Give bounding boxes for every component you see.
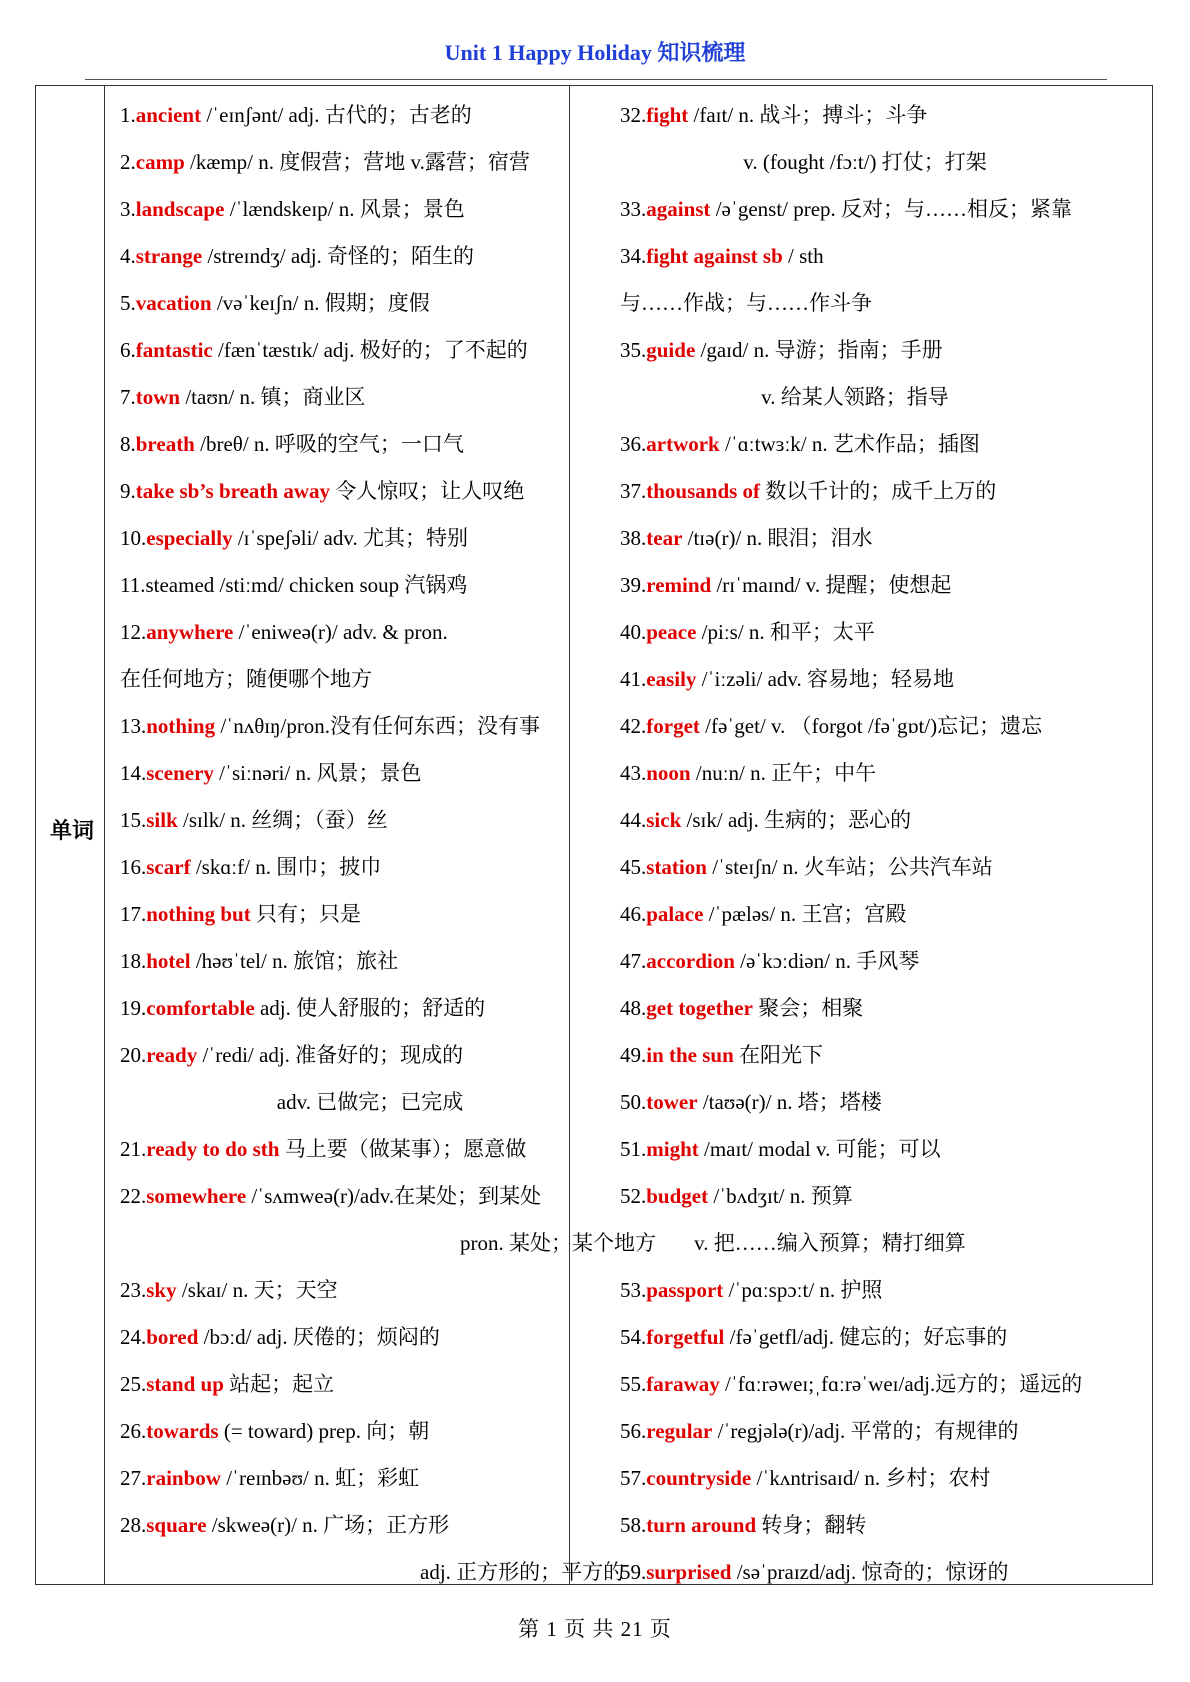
entry-number: 7. [120, 385, 136, 409]
entry-word: artwork [646, 432, 720, 456]
entry-definition: 站起；起立 [223, 1372, 335, 1396]
vocab-entry [620, 1314, 1150, 1361]
entry-number: 14. [120, 761, 147, 785]
entry-word: nothing [146, 714, 216, 738]
vocab-entry [620, 1267, 1150, 1314]
entry-word: town [135, 385, 181, 409]
entry-definition: v. (fought /fɔːt/) 打仗；打架 [743, 150, 987, 174]
entry-word: faraway [646, 1372, 720, 1396]
entry-word: silk [146, 808, 178, 832]
vocab-entry [620, 92, 1150, 139]
vocab-entry [120, 186, 620, 233]
entry-word: forget [646, 714, 700, 738]
entry-definition: 只有；只是 [250, 902, 361, 926]
entry-word: tower [646, 1090, 698, 1114]
entry-number: 49. [620, 1043, 647, 1067]
entry-definition: /piːs/ n. 和平；太平 [696, 620, 875, 644]
vocab-entry [120, 92, 620, 139]
entry-number: 50. [620, 1090, 647, 1114]
entry-definition: adj. 正方形的；平方的 [420, 1560, 625, 1584]
vocab-entry [620, 985, 1150, 1032]
entry-word: sick [646, 808, 682, 832]
entry-word: countryside [646, 1466, 752, 1490]
entry-word: stand up [146, 1372, 224, 1396]
entry-definition: /faɪt/ n. 战斗；搏斗；斗争 [688, 103, 928, 127]
entry-definition: /ˈkʌntrisaɪd/ n. 乡村；农村 [751, 1466, 991, 1490]
entry-number: 47. [620, 949, 647, 973]
entry-word: strange [135, 244, 203, 268]
entry-number: 24. [120, 1325, 147, 1349]
entry-number: 34. [620, 244, 647, 268]
entry-word: accordion [646, 949, 735, 973]
entry-definition: 在阳光下 [733, 1043, 824, 1067]
entry-definition: 在任何地方；随便哪个地方 [120, 667, 372, 691]
entry-definition: /nuːn/ n. 正午；中午 [690, 761, 877, 785]
entry-definition: /taʊə(r)/ n. 塔；塔楼 [697, 1090, 882, 1114]
entry-definition: 数以千计的；成千上万的 [760, 479, 997, 503]
entry-number: 25. [120, 1372, 147, 1396]
vocab-entry [120, 562, 620, 609]
entry-word: regular [646, 1419, 713, 1443]
entry-definition: 与……作战；与……作斗争 [620, 291, 872, 315]
entry-word: easily [646, 667, 697, 691]
entry-number: 2. [120, 150, 136, 174]
entry-word: turn around [646, 1513, 757, 1537]
entry-number: 37. [620, 479, 647, 503]
vocab-entry [620, 327, 1150, 374]
entry-number: 5. [120, 291, 136, 315]
entry-word: somewhere [146, 1184, 247, 1208]
entry-definition: /gaɪd/ n. 导游；指南；手册 [695, 338, 943, 362]
entry-number: 15. [120, 808, 147, 832]
vocab-entry [620, 186, 1150, 233]
entry-word: breath [135, 432, 195, 456]
vocab-entry [620, 1502, 1150, 1549]
vocab-entry [120, 233, 620, 280]
entry-definition: /rɪˈmaɪnd/ v. 提醒；使想起 [711, 573, 952, 597]
page-footer: 第 1 页 共 21 页 [518, 1617, 672, 1641]
entry-definition: /bɔːd/ adj. 厌倦的；烦闷的 [198, 1325, 440, 1349]
entry-word: get together [646, 996, 753, 1020]
vocab-entry [120, 1361, 620, 1408]
entry-definition: /ˈeniweə(r)/ adv. & pron. [233, 620, 448, 644]
vocab-entry [620, 374, 1150, 421]
section-label: 单词 [49, 818, 94, 843]
entry-word: forgetful [646, 1325, 725, 1349]
entry-definition: /ˈɑːtwɜːk/ n. 艺术作品；插图 [719, 432, 980, 456]
entry-definition: 令人惊叹；让人叹绝 [330, 479, 525, 503]
entry-word: bored [146, 1325, 199, 1349]
entry-number: 4. [120, 244, 136, 268]
entry-word: sky [146, 1278, 177, 1302]
entry-word: especially [146, 526, 233, 550]
entry-definition: /fænˈtæstɪk/ adj. 极好的；了不起的 [212, 338, 528, 362]
entry-number: 21. [120, 1137, 147, 1161]
entry-definition: 转身；翻转 [756, 1513, 867, 1537]
entry-number: 36. [620, 432, 647, 456]
vocab-entry [620, 750, 1150, 797]
entry-definition: /breθ/ n. 呼吸的空气；一口气 [194, 432, 464, 456]
entry-number: 23. [120, 1278, 147, 1302]
entry-definition: /sɪk/ adj. 生病的；恶心的 [681, 808, 912, 832]
vocab-entry [120, 1408, 620, 1455]
entry-definition: /ˈregjələ(r)/adj. 平常的；有规律的 [712, 1419, 1019, 1443]
entry-number: 27. [120, 1466, 147, 1490]
entry-number: 12. [120, 620, 147, 644]
entry-definition: /streɪndʒ/ adj. 奇怪的；陌生的 [202, 244, 475, 268]
entry-definition: /ˈsʌmweə(r)/adv.在某处；到某处 [246, 1184, 542, 1208]
entry-definition: /əˈkɔːdiən/ n. 手风琴 [734, 949, 920, 973]
vocab-entry [620, 891, 1150, 938]
entry-number: 57. [620, 1466, 647, 1490]
entry-word: camp [135, 150, 185, 174]
entry-word: take sb’s breath away [135, 479, 331, 503]
entry-definition: /sɪlk/ n. 丝绸；（蚕）丝 [177, 808, 388, 832]
entry-number: 51. [620, 1137, 647, 1161]
entry-word: fantastic [135, 338, 213, 362]
vocab-entry [120, 1032, 620, 1079]
entry-word: peace [646, 620, 697, 644]
entry-definition: /fəˈget/ v. （forgot /fəˈgɒt/)忘记；遗忘 [699, 714, 1043, 738]
entry-definition: /fəˈgetfl/adj. 健忘的；好忘事的 [724, 1325, 1008, 1349]
vocab-entry [120, 1455, 620, 1502]
entry-number: 8. [120, 432, 136, 456]
entry-word: surprised [646, 1560, 732, 1584]
entry-definition: /ˈredi/ adj. 准备好的；现成的 [197, 1043, 464, 1067]
entry-definition: /tɪə(r)/ n. 眼泪；泪水 [682, 526, 873, 550]
vocab-entry [120, 327, 620, 374]
vocab-entry [620, 139, 1150, 186]
entry-word: vacation [135, 291, 212, 315]
vocab-entry [120, 938, 620, 985]
entry-word: in the sun [646, 1043, 734, 1067]
vocab-entry [620, 797, 1150, 844]
entry-number: 3. [120, 197, 136, 221]
entry-definition: /ˈsiːnəri/ n. 风景；景色 [213, 761, 422, 785]
entry-number: 54. [620, 1325, 647, 1349]
entry-number: 35. [620, 338, 647, 362]
entry-definition: (= toward) prep. 向；朝 [218, 1419, 430, 1443]
entry-number: 10. [120, 526, 147, 550]
vocab-entry [620, 844, 1150, 891]
vocab-entry [120, 891, 620, 938]
vocab-entry [620, 1173, 1150, 1220]
entry-word: nothing but [146, 902, 251, 926]
vocab-entry [620, 703, 1150, 750]
entry-word: guide [646, 338, 696, 362]
entry-number: 28. [120, 1513, 147, 1537]
entry-word: budget [646, 1184, 709, 1208]
entry-definition: /əˈgenst/ prep. 反对；与……相反；紧靠 [710, 197, 1073, 221]
vocab-entry [120, 1079, 620, 1126]
vocab-entry [120, 1267, 620, 1314]
entry-number: 53. [620, 1278, 647, 1302]
entry-number: 46. [620, 902, 647, 926]
vocab-entry [620, 468, 1150, 515]
entry-number: 11. [120, 573, 146, 597]
entry-word: ready [146, 1043, 198, 1067]
entry-word: anywhere [146, 620, 234, 644]
entry-definition: /vəˈkeɪʃn/ n. 假期；度假 [211, 291, 430, 315]
entry-definition: /ˈreɪnbəʊ/ n. 虹；彩虹 [220, 1466, 420, 1490]
entry-word: fight [646, 103, 689, 127]
entry-definition: /səˈpraɪzd/adj. 惊奇的；惊讶的 [731, 1560, 1009, 1584]
vocab-entry [120, 139, 620, 186]
vocab-entry [620, 1032, 1150, 1079]
entry-number: 38. [620, 526, 647, 550]
right-column [620, 92, 1150, 1596]
entry-number: 42. [620, 714, 647, 738]
entry-number: 33. [620, 197, 647, 221]
vocab-entry [620, 1549, 1150, 1596]
entry-definition: /ˈeɪnʃənt/ adj. 古代的；古老的 [201, 103, 472, 127]
entry-definition: /skaɪ/ n. 天；天空 [176, 1278, 338, 1302]
vocab-entry [620, 1408, 1150, 1455]
vocab-entry [620, 562, 1150, 609]
vocab-entry [120, 1220, 656, 1267]
entry-word: remind [646, 573, 712, 597]
vocab-entry [120, 374, 620, 421]
vocab-entry [620, 1079, 1150, 1126]
entry-definition: adj. 使人舒服的；舒适的 [254, 996, 486, 1020]
vocab-entry [620, 421, 1150, 468]
entry-definition: /ˈfɑːrəweɪ;ˌfɑːrəˈweɪ/adj.远方的；遥远的 [719, 1372, 1083, 1396]
entry-number: 19. [120, 996, 147, 1020]
entry-number: 16. [120, 855, 147, 879]
vocab-entry [620, 609, 1150, 656]
entry-number: 9. [120, 479, 136, 503]
entry-definition: pron. 某处；某个地方 [460, 1231, 656, 1255]
vocab-entry [620, 1126, 1150, 1173]
vocab-entry [120, 797, 620, 844]
entry-word: ready to do sth [146, 1137, 280, 1161]
vocab-entry [620, 656, 1150, 703]
vocab-table [35, 85, 1153, 1585]
entry-definition: 聚会；相聚 [752, 996, 864, 1020]
entry-word: square [146, 1513, 207, 1537]
entry-number: 55. [620, 1372, 647, 1396]
vocab-entry [120, 656, 620, 703]
entry-definition: /ˈlændskeɪp/ n. 风景；景色 [224, 197, 465, 221]
entry-number: 59. [620, 1560, 647, 1584]
entry-number: 17. [120, 902, 147, 926]
entry-definition: v. 给某人领路；指导 [761, 385, 949, 409]
page-title: Unit 1 Happy Holiday 知识梳理 [444, 40, 746, 65]
entry-word: noon [646, 761, 691, 785]
entry-number: 26. [120, 1419, 147, 1443]
vocab-entry [120, 1314, 620, 1361]
entry-definition: /maɪt/ modal v. 可能；可以 [698, 1137, 941, 1161]
entry-word: rainbow [146, 1466, 221, 1490]
entry-definition: 马上要（做某事）；愿意做 [279, 1137, 527, 1161]
entry-word: scenery [146, 761, 214, 785]
entry-word: scarf [146, 855, 191, 879]
entry-definition: /ˈpæləs/ n. 王宫；宫殿 [703, 902, 907, 926]
entry-definition: /ˈnʌθɪŋ/pron.没有任何东西；没有事 [215, 714, 541, 738]
vocab-entry [620, 280, 1150, 327]
vocab-entry [120, 421, 620, 468]
vocab-entry [120, 468, 620, 515]
vocab-entry [120, 703, 620, 750]
entry-word: fight against sb [646, 244, 783, 268]
entry-word: might [646, 1137, 699, 1161]
vocab-entry [120, 1173, 620, 1220]
entry-definition: / sth [782, 244, 824, 268]
vocab-entry [120, 1502, 620, 1549]
title-rule [85, 79, 1107, 80]
entry-definition: /ˈpɑːspɔːt/ n. 护照 [723, 1278, 883, 1302]
entry-number: 41. [620, 667, 647, 691]
entry-word: station [646, 855, 707, 879]
entry-number: 48. [620, 996, 647, 1020]
entry-definition: /ˈbʌdʒɪt/ n. 预算 [708, 1184, 853, 1208]
vocab-entry [120, 985, 620, 1032]
entry-word: palace [646, 902, 704, 926]
entry-word: comfortable [146, 996, 255, 1020]
entry-number: 6. [120, 338, 136, 362]
entry-definition: /skɑːf/ n. 围巾；披巾 [190, 855, 382, 879]
vocab-entry [120, 1126, 620, 1173]
vocab-entry [120, 844, 620, 891]
entry-number: 58. [620, 1513, 647, 1537]
entry-word: ancient [135, 103, 202, 127]
entry-number: 18. [120, 949, 147, 973]
entry-number: 1. [120, 103, 136, 127]
entry-number: 39. [620, 573, 647, 597]
entry-number: 40. [620, 620, 647, 644]
vocab-entry [120, 280, 620, 327]
entry-word: thousands of [646, 479, 761, 503]
entry-word: passport [646, 1278, 724, 1302]
vocab-entry [620, 1220, 1150, 1267]
entry-definition: /ˈiːzəli/ adv. 容易地；轻易地 [696, 667, 955, 691]
entry-definition: /skweə(r)/ n. 广场；正方形 [206, 1513, 450, 1537]
entry-definition: v. 把……编入预算；精打细算 [694, 1231, 966, 1255]
entry-word: landscape [135, 197, 225, 221]
vocab-entry [620, 515, 1150, 562]
entry-definition: /həʊˈtel/ n. 旅馆；旅社 [190, 949, 399, 973]
entry-word: towards [146, 1419, 219, 1443]
entry-number: 32. [620, 103, 647, 127]
vocab-entry [620, 1455, 1150, 1502]
entry-definition: adv. 已做完；已完成 [276, 1090, 464, 1114]
entry-number: 22. [120, 1184, 147, 1208]
entry-word: tear [646, 526, 683, 550]
vocab-entry [620, 938, 1150, 985]
vocab-entry [120, 750, 620, 797]
entry-definition: /kæmp/ n. 度假营；营地 v.露营；宿营 [184, 150, 530, 174]
entry-number: 45. [620, 855, 647, 879]
vocab-entry [620, 233, 1150, 280]
entry-definition: /ˈsteɪʃn/ n. 火车站；公共汽车站 [706, 855, 993, 879]
vocab-entry [120, 1549, 625, 1596]
entry-number: 44. [620, 808, 647, 832]
vocab-entry [620, 1361, 1150, 1408]
entry-definition: steamed /stiːmd/ chicken soup 汽锅鸡 [145, 573, 468, 597]
entry-number: 20. [120, 1043, 147, 1067]
entry-number: 43. [620, 761, 647, 785]
entry-number: 56. [620, 1419, 647, 1443]
entry-number: 13. [120, 714, 147, 738]
entry-definition: /ɪˈspeʃəli/ adv. 尤其；特别 [232, 526, 469, 550]
vocab-entry [120, 515, 620, 562]
vocab-entry [120, 609, 620, 656]
entry-word: against [646, 197, 711, 221]
entry-word: hotel [146, 949, 191, 973]
entry-definition: /taʊn/ n. 镇；商业区 [180, 385, 366, 409]
entry-number: 52. [620, 1184, 647, 1208]
